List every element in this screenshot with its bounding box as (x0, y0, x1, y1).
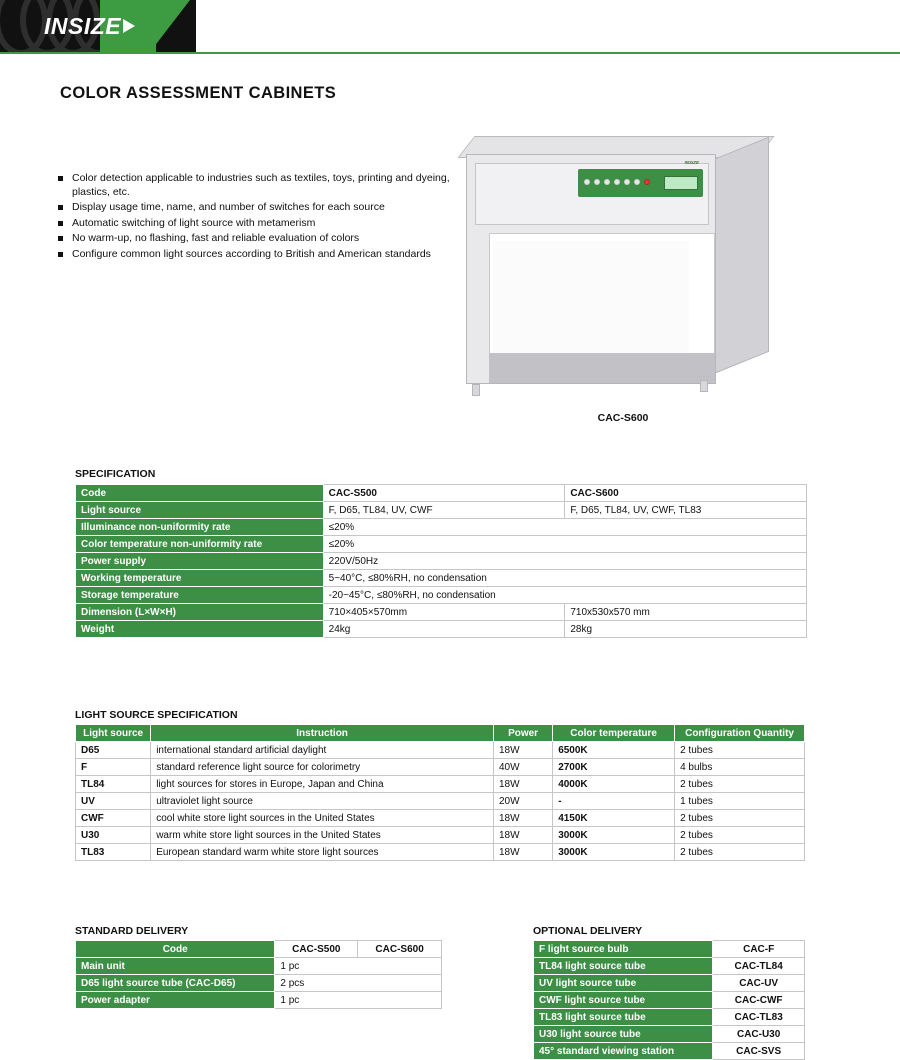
light-source-heading: LIGHT SOURCE SPECIFICATION (75, 709, 238, 721)
row-value-shared: 5~40°C, ≤80%RH, no condensation (323, 570, 806, 587)
row-value-s500: CAC-S500 (323, 485, 565, 502)
row-label: TL83 light source tube (534, 1009, 713, 1026)
column-header-s600: CAC-S600 (358, 941, 442, 958)
row-value-s600: 28kg (565, 621, 807, 638)
header-green-wedge (150, 0, 190, 52)
cell-configuration-quantity: 2 tubes (675, 810, 805, 827)
row-label: U30 light source tube (534, 1026, 713, 1043)
cabinet-foot-left (472, 384, 480, 396)
cell-configuration-quantity: 2 tubes (675, 776, 805, 793)
row-label: Code (76, 485, 324, 502)
cell-configuration-quantity: 4 bulbs (675, 759, 805, 776)
page-title: COLOR ASSESSMENT CABINETS (60, 84, 337, 102)
product-caption: CAC-S600 (597, 412, 649, 424)
standard-delivery-table (75, 940, 442, 1009)
row-code: CAC-F (713, 941, 805, 958)
column-header-instruction: Instruction (151, 725, 494, 742)
column-header-configuration-quantity: Configuration Quantity (675, 725, 805, 742)
list-item (58, 217, 458, 231)
row-value-s600: F, D65, TL84, UV, CWF, TL83 (565, 502, 807, 519)
feature-text: Display usage time, name, and number of switches for each source (72, 201, 385, 213)
insize-logo (44, 13, 135, 39)
table-row (76, 621, 807, 638)
cell-color-temperature: 3000K (553, 827, 675, 844)
row-code: CAC-UV (713, 975, 805, 992)
indicator-button-icon (624, 179, 630, 185)
cell-color-temperature: 4000K (553, 776, 675, 793)
cell-instruction: light sources for stores in Europe, Japan and China (151, 776, 494, 793)
row-quantity: 1 pc (275, 992, 442, 1009)
row-label: Dimension (L×W×H) (76, 604, 324, 621)
column-header-s500: CAC-S500 (275, 941, 358, 958)
table-row (76, 519, 807, 536)
specification-heading: SPECIFICATION (75, 468, 156, 480)
cell-light-source: TL84 (76, 776, 151, 793)
table-row (534, 975, 805, 992)
table-row (534, 958, 805, 975)
feature-text: Configure common light sources according to British and American standards (72, 247, 431, 260)
row-value-s500: F, D65, TL84, UV, CWF (323, 502, 565, 519)
column-header-color-temperature: Color temperature (553, 725, 675, 742)
cell-power: 18W (493, 827, 552, 844)
row-code: CAC-CWF (713, 992, 805, 1009)
cell-light-source: D65 (76, 742, 151, 759)
table-row (76, 958, 442, 975)
row-label: Power adapter (76, 992, 275, 1009)
cell-color-temperature: 3000K (553, 844, 675, 861)
standard-delivery-heading: STANDARD DELIVERY (75, 925, 189, 937)
arrow-icon (123, 19, 135, 33)
cabinet-floor (489, 353, 715, 383)
cell-light-source: CWF (76, 810, 151, 827)
cell-light-source: F (76, 759, 151, 776)
cell-power: 40W (493, 759, 552, 776)
cell-configuration-quantity: 1 tubes (675, 793, 805, 810)
table-row (76, 759, 805, 776)
row-code: CAC-SVS (713, 1043, 805, 1060)
row-value-s600: CAC-S600 (565, 485, 807, 502)
table-row (76, 570, 807, 587)
row-value-shared: ≤20% (323, 519, 806, 536)
square-bullet-icon (58, 252, 63, 257)
cell-configuration-quantity: 2 tubes (675, 742, 805, 759)
row-label: Working temperature (76, 570, 324, 587)
cell-instruction: ultraviolet light source (151, 793, 494, 810)
cell-instruction: international standard artificial daylight (151, 742, 494, 759)
optional-delivery-table (533, 940, 805, 1060)
table-row (76, 536, 807, 553)
cell-instruction: cool white store light sources in the United States (151, 810, 494, 827)
indicator-button-icon (594, 179, 600, 185)
table-row (534, 1026, 805, 1043)
row-label: TL84 light source tube (534, 958, 713, 975)
row-label: Main unit (76, 958, 275, 975)
list-item (58, 201, 458, 215)
table-row (76, 553, 807, 570)
button-row (584, 179, 650, 185)
row-value-shared: 220V/50Hz (323, 553, 806, 570)
table-header-row (76, 725, 805, 742)
row-label: F light source bulb (534, 941, 713, 958)
square-bullet-icon (58, 205, 63, 210)
table-row (534, 1043, 805, 1060)
page-header (0, 0, 900, 56)
cabinet-control-panel (475, 160, 709, 225)
column-header-power: Power (493, 725, 552, 742)
row-value-shared: -20~45°C, ≤80%RH, no condensation (323, 587, 806, 604)
cell-power: 18W (493, 776, 552, 793)
cell-color-temperature: - (553, 793, 675, 810)
cell-configuration-quantity: 2 tubes (675, 827, 805, 844)
light-source-table (75, 724, 805, 861)
cell-power: 18W (493, 742, 552, 759)
table-row (76, 992, 442, 1009)
row-code: CAC-U30 (713, 1026, 805, 1043)
display-screen (664, 176, 698, 190)
cell-light-source: UV (76, 793, 151, 810)
cell-light-source: U30 (76, 827, 151, 844)
row-label: 45° standard viewing station (534, 1043, 713, 1060)
table-row (76, 742, 805, 759)
row-label: Color temperature non-uniformity rate (76, 536, 324, 553)
list-item (58, 248, 458, 262)
table-row (534, 1009, 805, 1026)
square-bullet-icon (58, 176, 63, 181)
cell-power: 18W (493, 844, 552, 861)
table-row (76, 975, 442, 992)
cell-color-temperature: 2700K (553, 759, 675, 776)
table-row (76, 502, 807, 519)
cabinet-front (466, 154, 716, 384)
row-quantity: 1 pc (275, 958, 442, 975)
table-header-row (76, 941, 442, 958)
table-row (76, 485, 807, 502)
table-row (76, 604, 807, 621)
cell-instruction: European standard warm white store light sources (151, 844, 494, 861)
column-header-light-source: Light source (76, 725, 151, 742)
row-label: Power supply (76, 553, 324, 570)
row-quantity: 2 pcs (275, 975, 442, 992)
optional-delivery-heading: OPTIONAL DELIVERY (533, 925, 643, 937)
control-strip (578, 160, 703, 197)
indicator-button-icon (604, 179, 610, 185)
indicator-button-icon (634, 179, 640, 185)
row-label: Storage temperature (76, 587, 324, 604)
row-value-shared: ≤20% (323, 536, 806, 553)
table-row (76, 793, 805, 810)
brand-name: INSIZE (44, 12, 122, 39)
indicator-button-icon (614, 179, 620, 185)
row-label: Illuminance non-uniformity rate (76, 519, 324, 536)
row-label: D65 light source tube (CAC-D65) (76, 975, 275, 992)
table-row (534, 941, 805, 958)
specification-table (75, 484, 807, 638)
table-row (534, 992, 805, 1009)
feature-list (58, 172, 458, 263)
power-button-icon (644, 179, 650, 185)
header-divider (0, 52, 900, 54)
cell-instruction: warm white store light sources in the United States (151, 827, 494, 844)
row-code: CAC-TL84 (713, 958, 805, 975)
list-item (58, 232, 458, 246)
cabinet-side (713, 137, 769, 375)
cabinet-foot-right (700, 380, 708, 392)
cell-color-temperature: 4150K (553, 810, 675, 827)
row-label: Light source (76, 502, 324, 519)
table-row (76, 827, 805, 844)
table-row (76, 587, 807, 604)
feature-text: Color detection applicable to industries such as textiles, toys, printing and dyeing, plastics, etc. (72, 172, 450, 198)
table-row (76, 810, 805, 827)
cell-color-temperature: 6500K (553, 742, 675, 759)
panel-brand-label: INSIZE (684, 160, 699, 165)
row-label: CWF light source tube (534, 992, 713, 1009)
product-photo (448, 120, 798, 395)
list-item (58, 172, 458, 199)
row-value-s500: 24kg (323, 621, 565, 638)
cell-light-source: TL83 (76, 844, 151, 861)
row-label: Weight (76, 621, 324, 638)
row-code: CAC-TL83 (713, 1009, 805, 1026)
square-bullet-icon (58, 236, 63, 241)
cell-configuration-quantity: 2 tubes (675, 844, 805, 861)
row-value-s500: 710×405×570mm (323, 604, 565, 621)
row-value-s600: 710x530x570 mm (565, 604, 807, 621)
table-row (76, 844, 805, 861)
square-bullet-icon (58, 221, 63, 226)
cabinet-inner-back (493, 241, 689, 361)
column-header-code: Code (76, 941, 275, 958)
cell-power: 20W (493, 793, 552, 810)
cell-power: 18W (493, 810, 552, 827)
feature-text: No warm-up, no flashing, fast and reliable evaluation of colors (72, 232, 360, 244)
row-label: UV light source tube (534, 975, 713, 992)
table-row (76, 776, 805, 793)
feature-text: Automatic switching of light source with metamerism (72, 216, 316, 229)
cell-instruction: standard reference light source for colorimetry (151, 759, 494, 776)
indicator-button-icon (584, 179, 590, 185)
